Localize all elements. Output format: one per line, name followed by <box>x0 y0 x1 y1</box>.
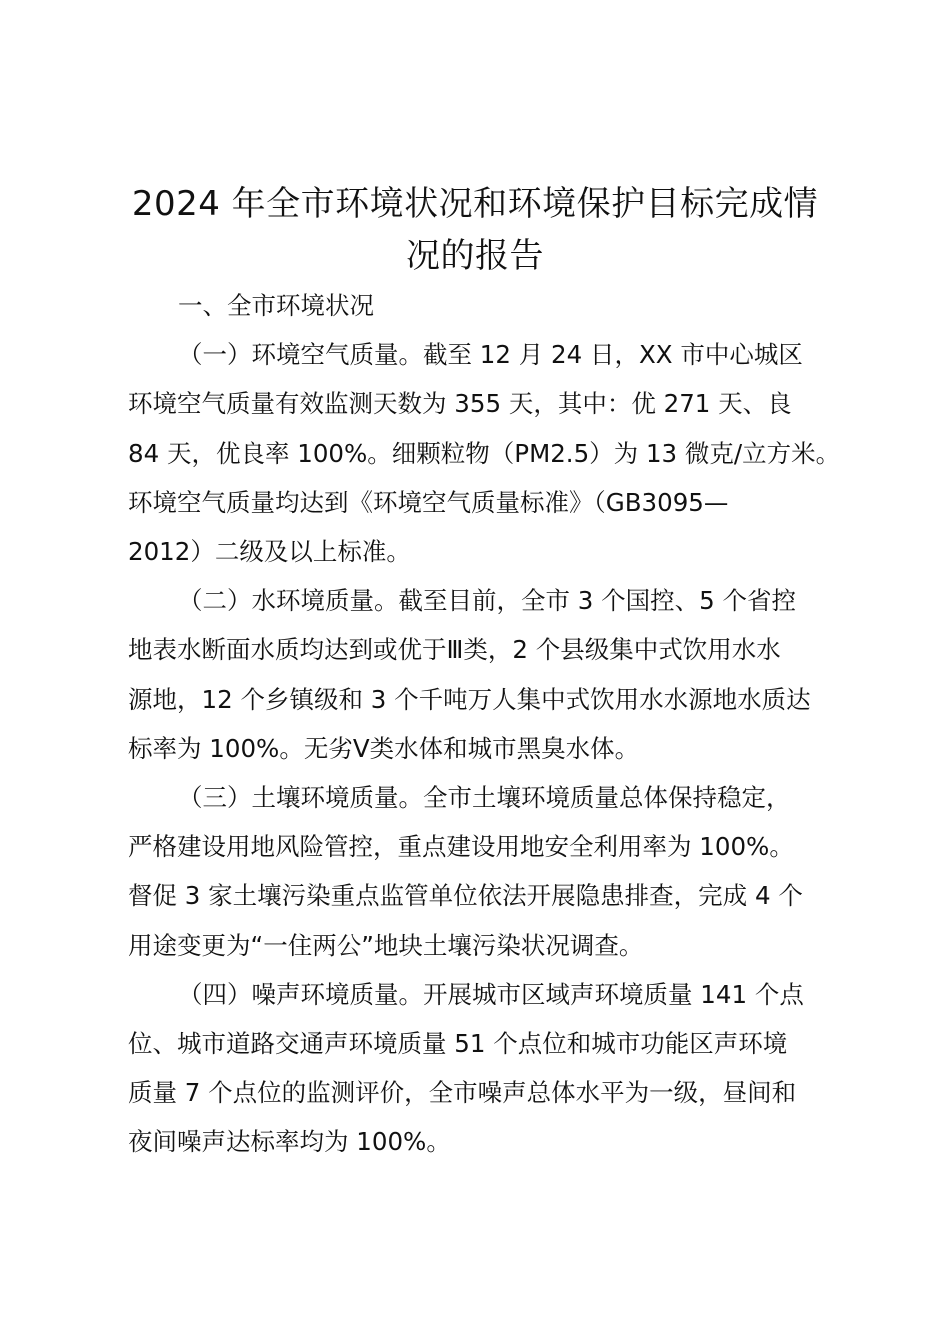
text-line: 源地，12 个乡镇级和 3 个千吨万人集中式饮用水水源地水质达 <box>128 684 811 714</box>
text-line: 2012）二级及以上标准。 <box>128 537 411 567</box>
text-line: （四）噪声环境质量。开展城市区域声环境质量 141 个点 <box>178 979 804 1009</box>
document-title <box>120 178 830 282</box>
paragraph-water-quality <box>128 576 840 773</box>
text-line: 位、城市道路交通声环境质量 51 个点位和城市功能区声环境 <box>128 1029 788 1059</box>
text-line: 夜间噪声达标率均为 100%。 <box>128 1127 451 1157</box>
paragraph-noise-quality <box>128 970 840 1167</box>
paragraph-air-quality <box>128 330 840 576</box>
text-line: 标率为 100%。无劣Ⅴ类水体和城市黑臭水体。 <box>128 733 640 763</box>
text-line: 质量 7 个点位的监测评价，全市噪声总体水平为一级，昼间和 <box>128 1078 797 1108</box>
section-heading <box>128 281 840 330</box>
text-line: 一、全市环境状况 <box>178 291 374 320</box>
text-line: （三）土壤环境质量。全市土壤环境质量总体保持稳定， <box>178 783 791 813</box>
text-line: （二）水环境质量。截至目前，全市 3 个国控、5 个省控 <box>178 586 797 616</box>
text-line: 地表水断面水质均达到或优于Ⅲ类，2 个县级集中式饮用水水 <box>128 635 781 665</box>
text-line: 环境空气质量有效监测天数为 355 天，其中：优 271 天、良 <box>128 389 792 419</box>
text-line: 84 天，优良率 100%。细颗粒物（PM2.5）为 13 微克/立方米。 <box>128 438 841 468</box>
text-line: 督促 3 家土壤污染重点监管单位依法开展隐患排查，完成 4 个 <box>128 881 803 911</box>
document-body <box>128 281 840 1167</box>
paragraph-soil-quality <box>128 773 840 970</box>
text-line: （一）环境空气质量。截至 12 月 24 日，XX 市中心城区 <box>178 340 803 370</box>
title-line-1: 2024 年全市环境状况和环境保护目标完成情 <box>131 184 819 224</box>
text-line: 用途变更为“一住两公”地块土壤污染状况调查。 <box>128 930 644 960</box>
text-line: 严格建设用地风险管控，重点建设用地安全利用率为 100%。 <box>128 832 794 862</box>
title-line-2: 况的报告 <box>406 236 544 276</box>
text-line: 环境空气质量均达到《环境空气质量标准》（GB3095— <box>128 487 729 517</box>
